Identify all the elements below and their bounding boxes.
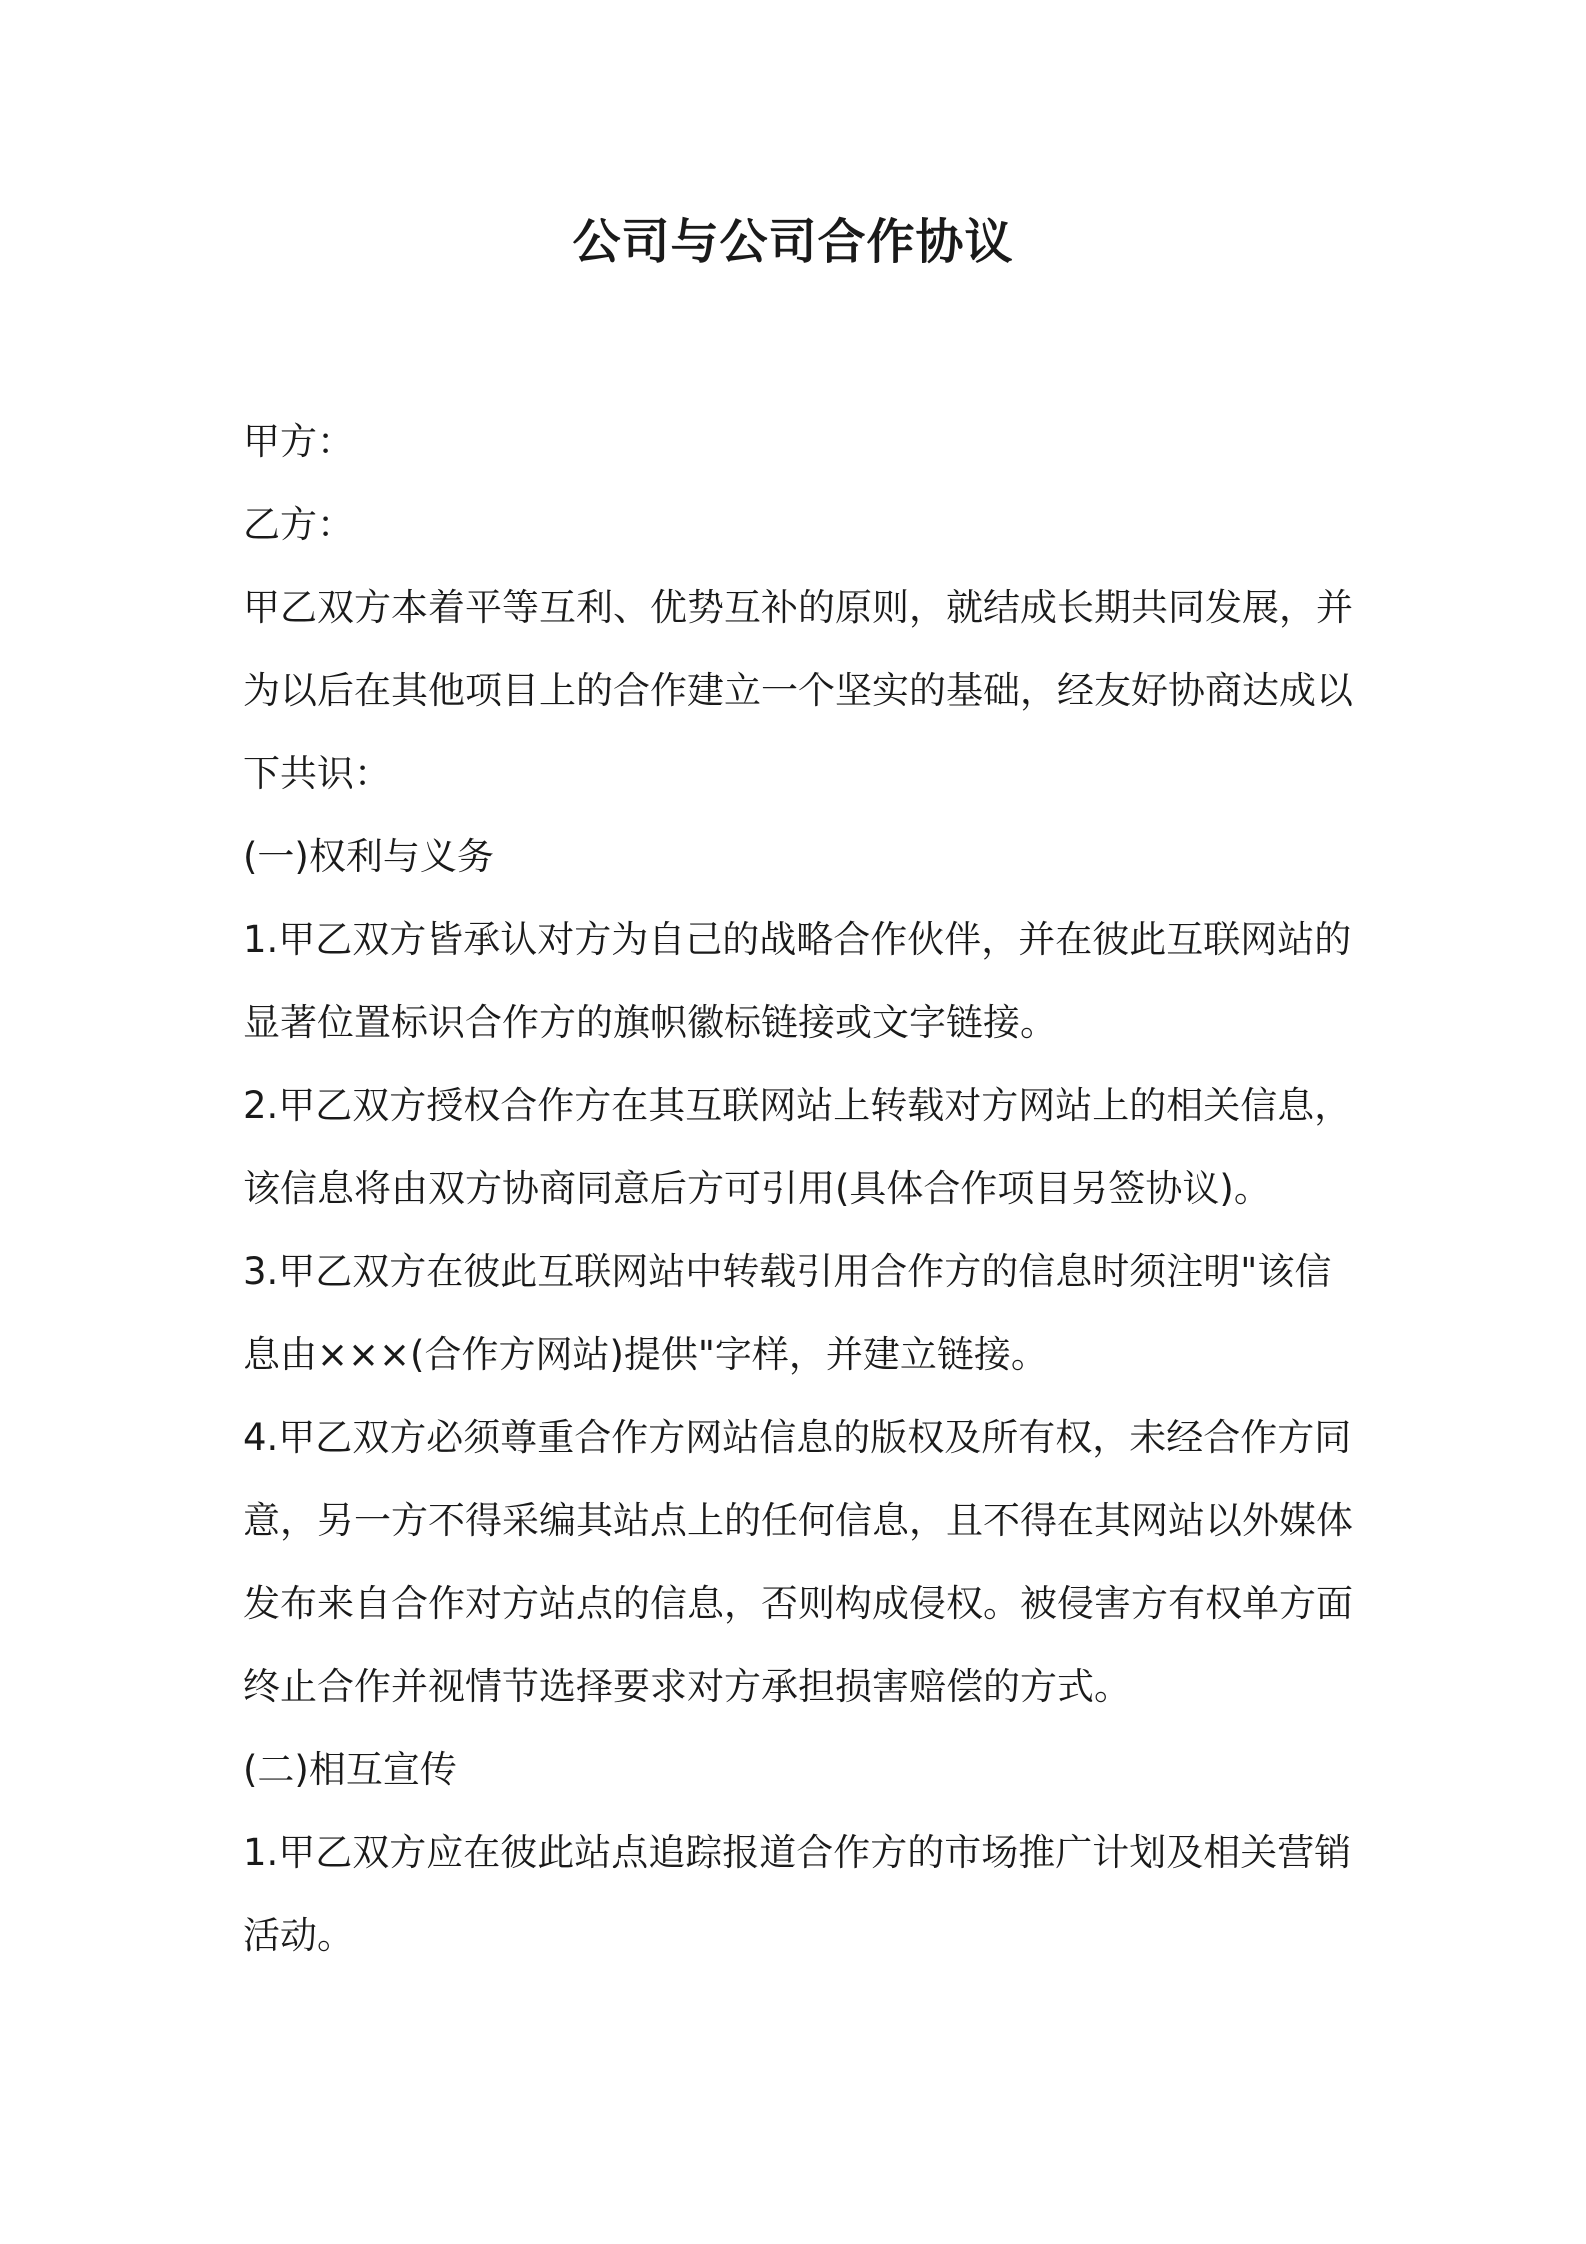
- party-a-line: 甲方：: [243, 420, 354, 463]
- preamble-paragraph: 甲乙双方本着平等互利、优势互补的原则，就结成长期共同发展，并为以后在其他项目上的合作建立一个坚实的基础，经友好协商达成以下共识：: [243, 586, 1353, 795]
- section-heading: (一)权利与义务: [243, 835, 494, 878]
- clause-paragraph: 3.甲乙双方在彼此互联网站中转载引用合作方的信息时须注明"该信息由×××(合作方网站)提供"字样，并建立链接。: [243, 1250, 1332, 1376]
- clause-paragraph: 4.甲乙双方必须尊重合作方网站信息的版权及所有权，未经合作方同意，另一方不得采编其站点上的任何信息，且不得在其网站以外媒体发布来自合作对方站点的信息，否则构成侵权。被侵害方有权单方面终止合作并视情节选择要求对方承担损害赔偿的方式。: [243, 1416, 1353, 1708]
- party-b-line: 乙方：: [243, 503, 354, 546]
- clause-paragraph: 1.甲乙双方应在彼此站点追踪报道合作方的市场推广计划及相关营销活动。: [243, 1831, 1352, 1957]
- section-heading: (二)相互宣传: [243, 1748, 457, 1791]
- document-body: [243, 400, 1358, 1977]
- document-title: 公司与公司合作协议: [572, 214, 1014, 270]
- clause-paragraph: 2.甲乙双方授权合作方在其互联网站上转载对方网站上的相关信息，该信息将由双方协商同意后方可引用(具体合作项目另签协议)。: [243, 1084, 1352, 1210]
- clause-paragraph: 1.甲乙双方皆承认对方为自己的战略合作伙伴，并在彼此互联网站的显著位置标识合作方的旗帜徽标链接或文字链接。: [243, 918, 1352, 1044]
